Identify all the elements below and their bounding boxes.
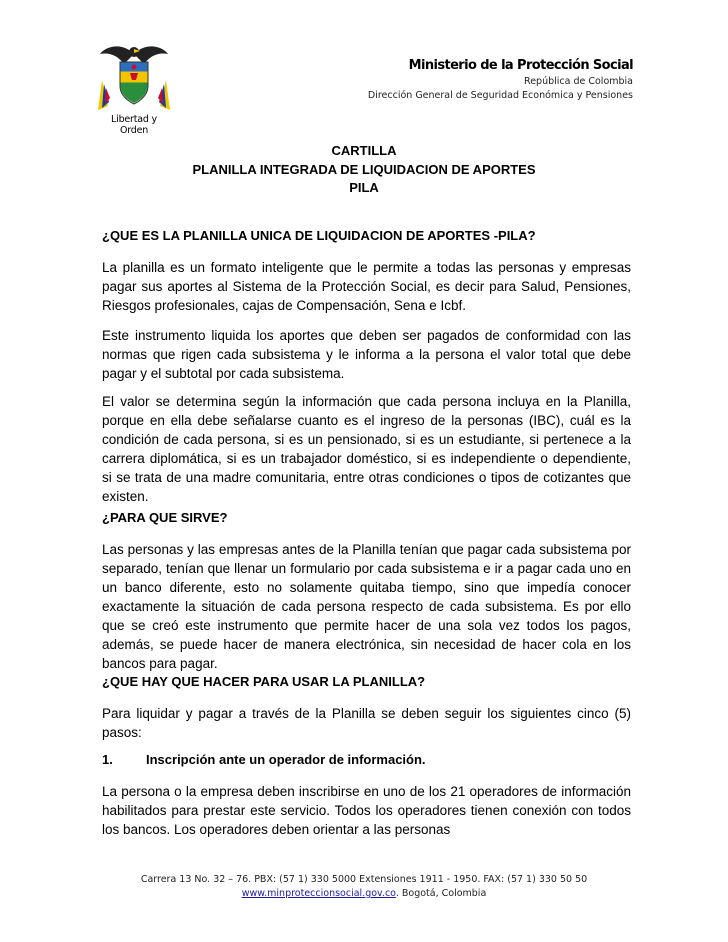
document-title-line-3: PILA [349, 180, 379, 195]
paragraph-purpose: Las personas y las empresas antes de la Planilla tenían que pagar cada subsistema por separado, tenían que llenar un formulario por cada subsistema e ir a pagar cada uno en un banco diferente, esto no solamente quitaba tiempo, sino que impedía conocer exactamente la situación de cada persona respecto de cada subsistema. Es por ello que se creó este instrumento que permite hacer de una sola vez todos los pagos, además, se puede hacer de manera electrónica, sin necesidad de hacer cola en los bancos para pagar. [102, 542, 631, 671]
logo-caption: Libertad y Orden [111, 114, 157, 136]
coat-of-arms-icon [96, 40, 172, 112]
ministry-name: Ministerio de la Protección Social [408, 58, 633, 73]
paragraph-instrument: Este instrumento liquida los aportes que deben ser pagados de conformidad con las normas que rigen cada subsistema y le informa a la persona el valor total que debe pagar y el subtotal por cada subsistema. [102, 328, 631, 381]
section-heading-how-to-use: ¿QUE HAY QUE HACER PARA USAR LA PLANILLA? [102, 674, 426, 689]
colombia-coat-of-arms-logo [96, 40, 172, 136]
paragraph-steps-intro: Para liquidar y pagar a través de la Planilla se deben seguir los siguientes cinco (5) pasos: [102, 706, 631, 740]
document-title-line-2: PLANILLA INTEGRADA DE LIQUIDACION DE APORTES [192, 162, 536, 177]
paragraph-value: El valor se determina según la información que cada persona incluya en la Planilla, porque en ella debe señalarse cuanto es el ingreso de la personas (IBC), cuál es la condición de cada persona, si es un pensionado, si es un estudiante, si pertenece a la carrera diplomática, si es un trabajador doméstico, si es independiente o dependiente, si se trata de una madre comunitaria, entre otras condiciones o tipos de cotizantes que existen. [102, 394, 631, 504]
directorate-name: Dirección General de Seguridad Económica y Pensiones [367, 90, 633, 101]
website-link[interactable]: www.minproteccionsocial.gov.co [241, 888, 396, 899]
step-title: Inscripción ante un operador de información. [146, 752, 426, 767]
footer-web-line [0, 888, 728, 899]
country-name: República de Colombia [524, 76, 633, 87]
footer-city: . Bogotá, Colombia [395, 888, 487, 899]
paragraph-registration: La persona o la empresa deben inscribirse en uno de los 21 operadores de información habilitados para prestar este servicio. Todos los operadores tienen conexión con todos los bancos. Los operadores deben orientar a las personas [102, 784, 631, 837]
section-heading-what-is: ¿QUE ES LA PLANILLA UNICA DE LIQUIDACION DE APORTES -PILA? [102, 228, 536, 243]
section-heading-purpose: ¿PARA QUE SIRVE? [102, 510, 228, 525]
document-title-line-1: CARTILLA [331, 143, 397, 158]
paragraph-definition: La planilla es un formato inteligente que le permite a todas las personas y empresas pagar sus aportes al Sistema de la Protección Social, es decir para Salud, Pensiones, Riesgos profesionales, cajas de Compensación, Sena e Icbf. [102, 260, 631, 313]
footer-address: Carrera 13 No. 32 – 76. PBX: (57 1) 330 5000 Extensiones 1911 - 1950. FAX: (57 1) 330 50 50 [140, 874, 588, 885]
step-number: 1. [102, 752, 113, 767]
